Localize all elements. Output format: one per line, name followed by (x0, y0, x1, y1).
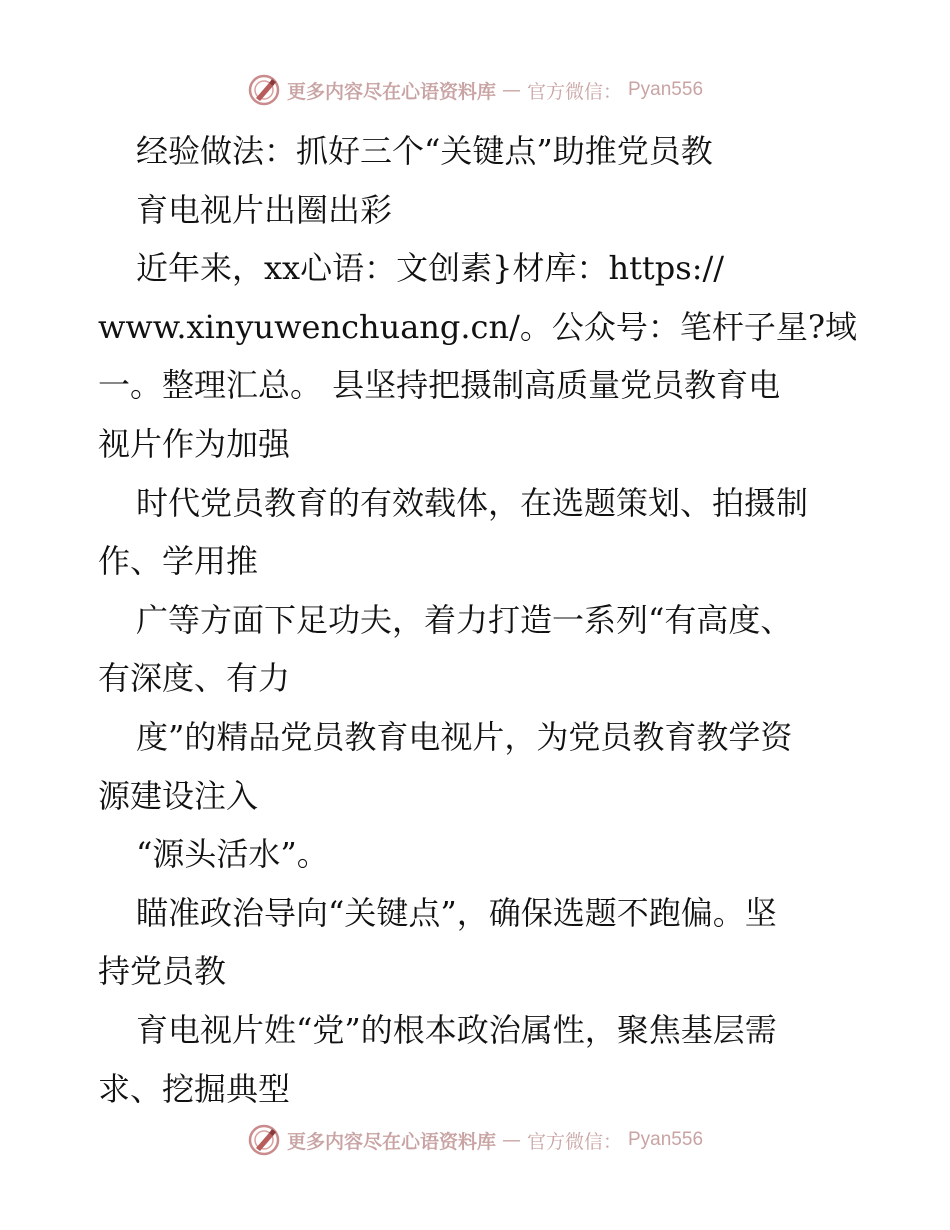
doc-line-title-2: 育电视片出圈出彩 (136, 190, 393, 229)
banner-wechat-label: 官方微信： (526, 1130, 622, 1153)
doc-line: 广等方面下足功夫，着力打造一系列“有高度、 (136, 600, 793, 639)
header-watermark-banner (0, 68, 950, 112)
doc-line: 度”的精品党员教育电视片，为党员教育教学资 (136, 717, 793, 756)
doc-line: 瞄准政治导向“关键点”，确保选题不跑偏。坚 (136, 893, 777, 932)
doc-line: 求、挖掘典型 (98, 1069, 291, 1108)
pen-circle-logo-icon (247, 73, 281, 107)
pen-circle-logo-icon (247, 1123, 281, 1157)
banner-brand-text: 更多内容尽在心语资料库 (286, 1130, 496, 1153)
doc-line-title-1: 经验做法：抓好三个“关键点”助推党员教 (136, 132, 713, 170)
doc-line: 作、学用推 (98, 542, 259, 581)
doc-line: “源头活水”。 (136, 835, 329, 874)
banner-separator: — (501, 1129, 521, 1151)
doc-line: 时代党员教育的有效载体，在选题策划、拍摄制 (136, 483, 809, 522)
banner-brand-text: 更多内容尽在心语资料库 (286, 80, 496, 103)
doc-line: 一。整理汇总。 县坚持把摄制高质量党员教育电 (98, 366, 781, 405)
doc-line: 有深度、有力 (98, 659, 291, 698)
banner-wechat-id: Pyan556 (628, 79, 704, 100)
doc-line: 育电视片姓“党”的根本政治属性，聚焦基层需 (136, 1010, 777, 1049)
banner-wechat-label: 官方微信： (526, 80, 622, 103)
doc-line: www.xinyuwenchuang.cn/。公众号：笔杆子星?域 (98, 307, 858, 346)
document-body (98, 122, 858, 1118)
footer-watermark-banner (0, 1118, 950, 1162)
banner-separator: — (501, 79, 521, 101)
doc-line: 近年来，xx心语：文创素}材库：https:// (136, 249, 725, 288)
doc-line: 持党员教 (98, 952, 227, 991)
doc-line: 视片作为加强 (98, 424, 291, 463)
doc-line: 源建设注入 (98, 776, 259, 815)
banner-wechat-id: Pyan556 (628, 1129, 704, 1150)
